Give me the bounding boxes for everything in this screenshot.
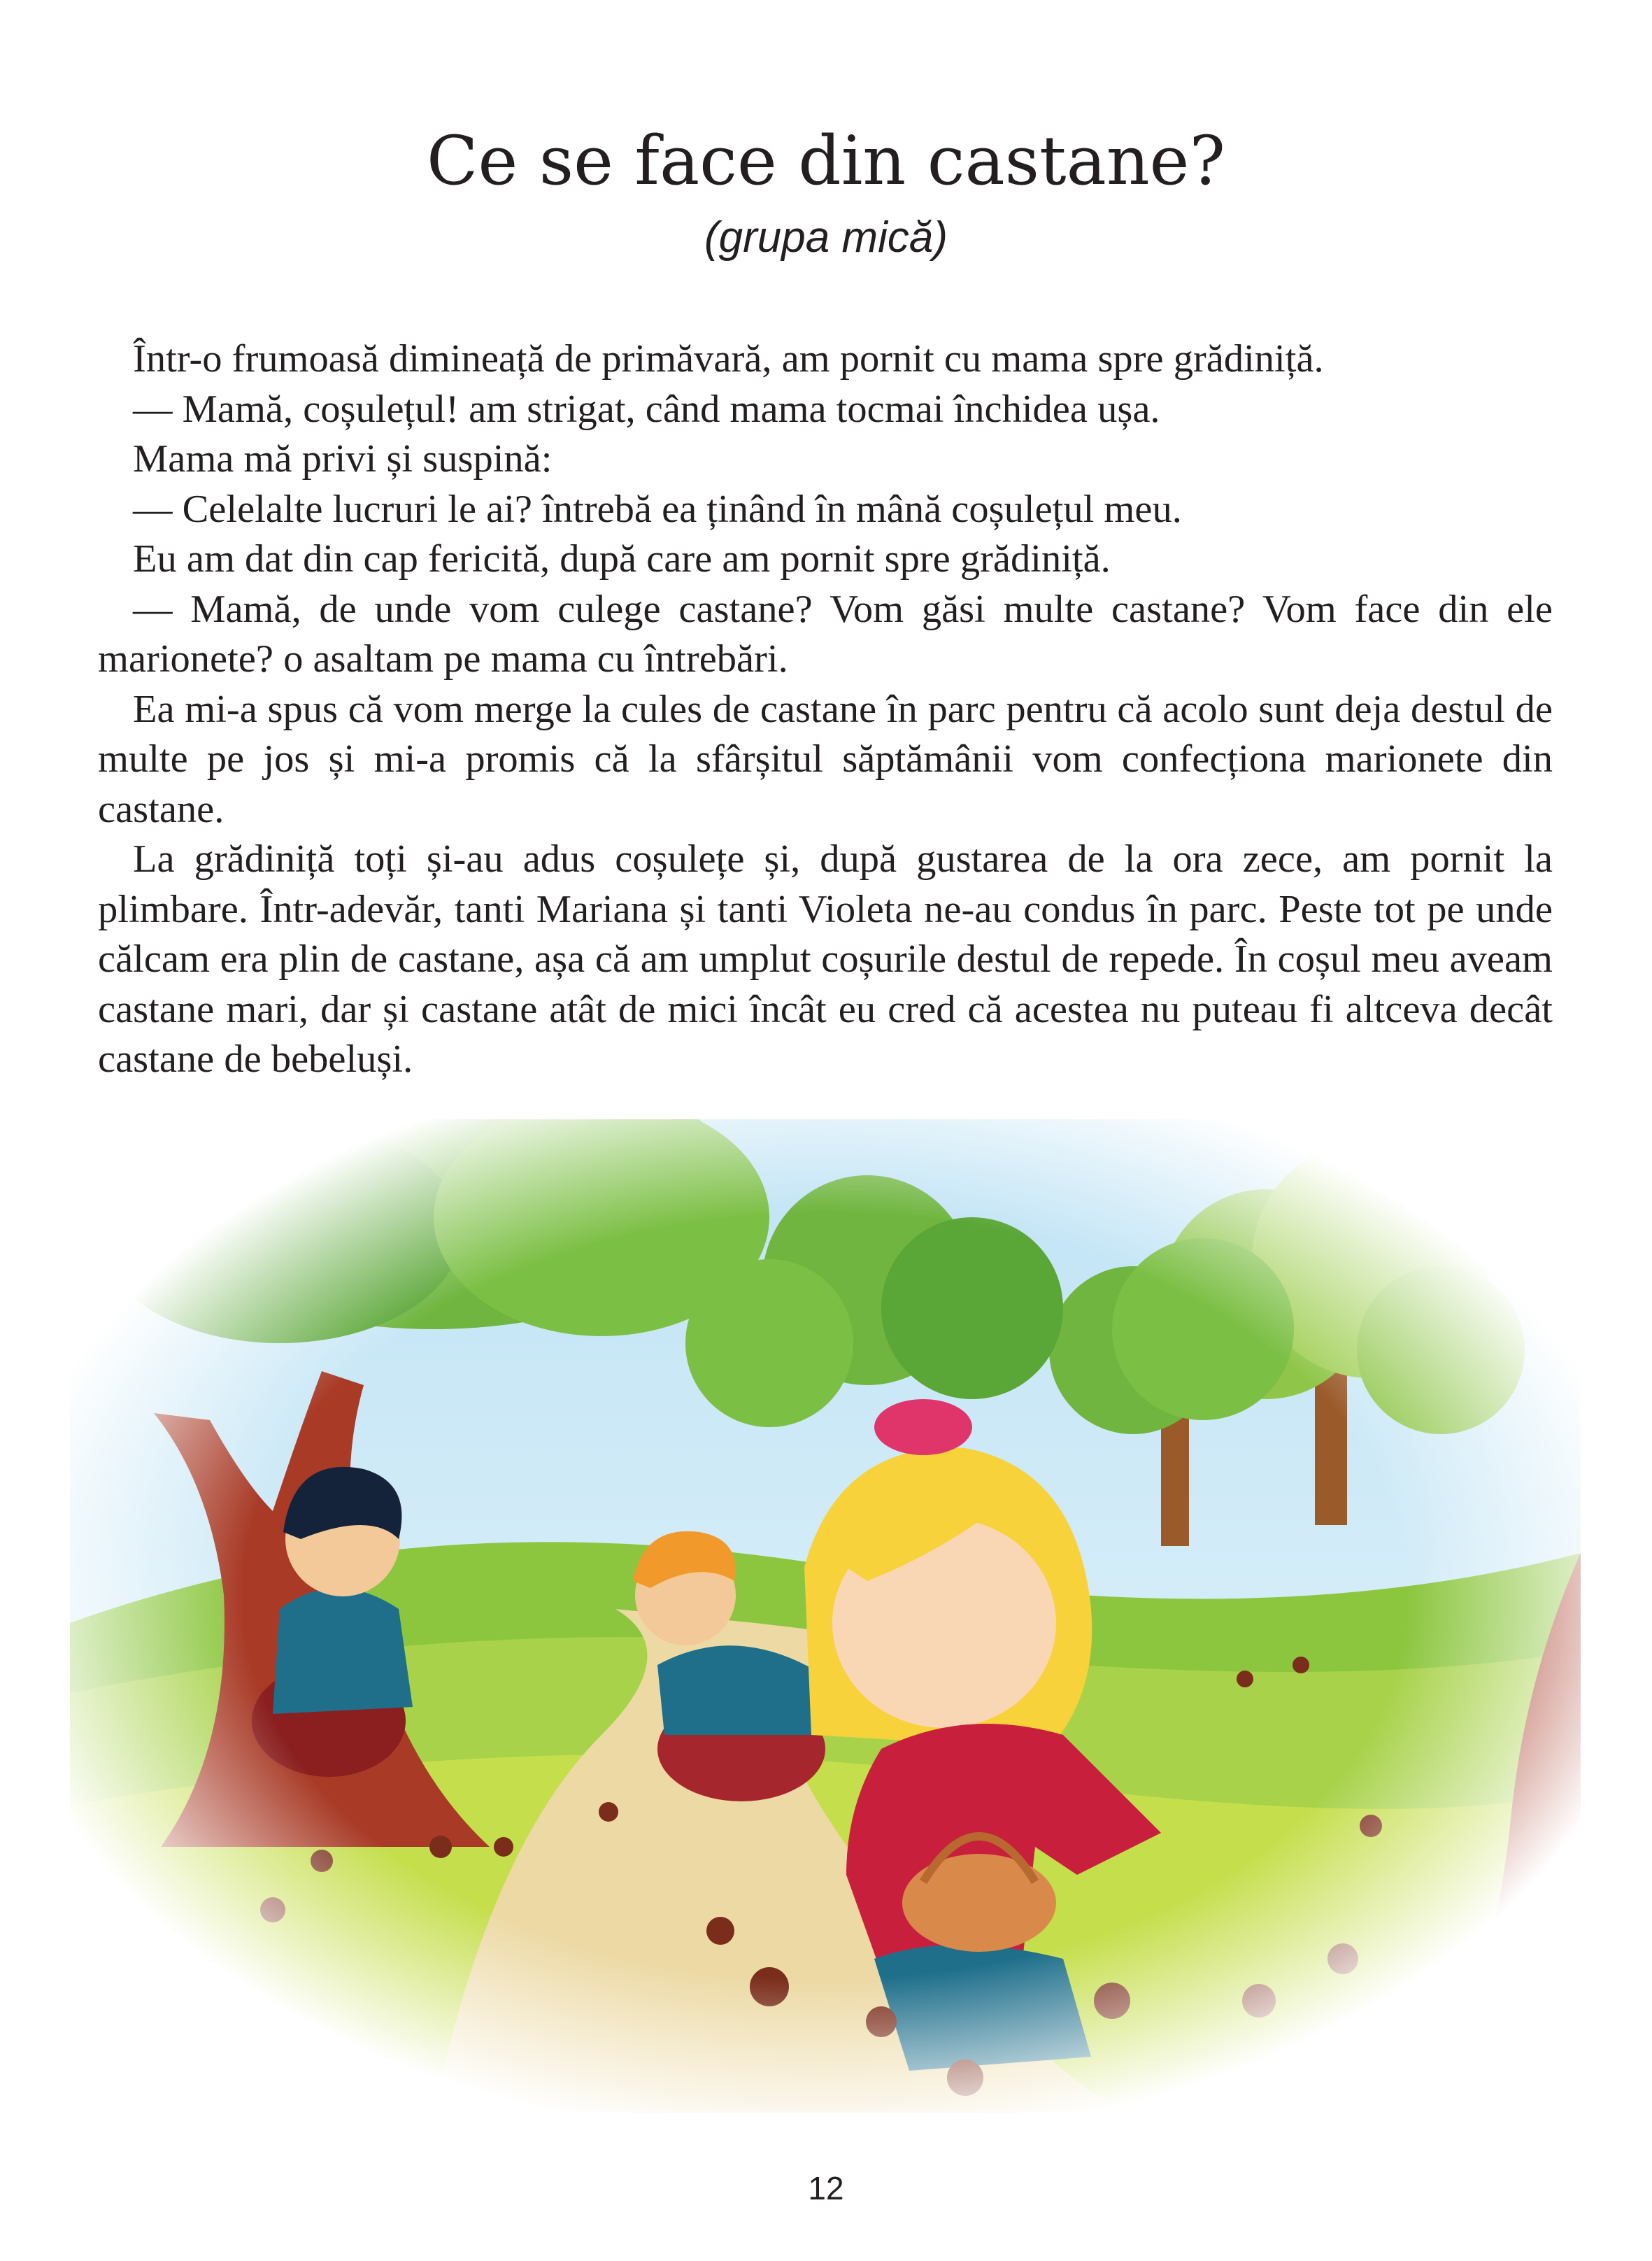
story-paragraph: — Mamă, de unde vom culege castane? Vom găsi multe castane? Vom face din ele marionete? o asaltam pe mama cu întrebări. [98,587,1553,681]
story-paragraph: Într-o frumoasă dimineață de primăvară, am pornit cu mama spre grădiniță. [133,337,1324,381]
story-paragraph: — Celelalte lucruri le ai? întrebă ea ținând în mână coșulețul meu. [133,487,1182,531]
story-paragraph: Ea mi-a spus că vom merge la cules de castane în parc pentru că acolo sunt deja destul de multe pe jos și mi-a promis că la sfârșitul săptămânii vom confecționa marionete din castane. [98,687,1553,831]
story-paragraph: Mama mă privi și suspină: [133,437,553,481]
page-subtitle: (grupa mică) [704,213,948,262]
page-title: Ce se face din castane? [427,122,1225,200]
story-paragraph: La grădiniță toți și-au adus coșulețe și, după gustarea de la ora zece, am pornit la plimbare. Într-adevăr, tanti Mariana și tanti Violeta ne-au condus în parc. Peste tot pe unde călcam era plin de castane, așa că am umplut coșurile destul de repede. În coșul meu aveam castane mari, dar și castane atât de mici încât eu cred că acestea nu puteau fi altceva decât castane de bebeluși. [98,837,1553,1081]
story-text [98,334,1553,1085]
park-illustration [70,1119,1581,2113]
vignette [70,1119,1581,2113]
story-paragraph: Eu am dat din cap fericită, după care am pornit spre grădiniță. [133,537,1111,581]
page-number: 12 [808,2170,844,2206]
story-paragraph: — Mamă, coșulețul! am strigat, când mama tocmai închidea ușa. [133,387,1160,431]
